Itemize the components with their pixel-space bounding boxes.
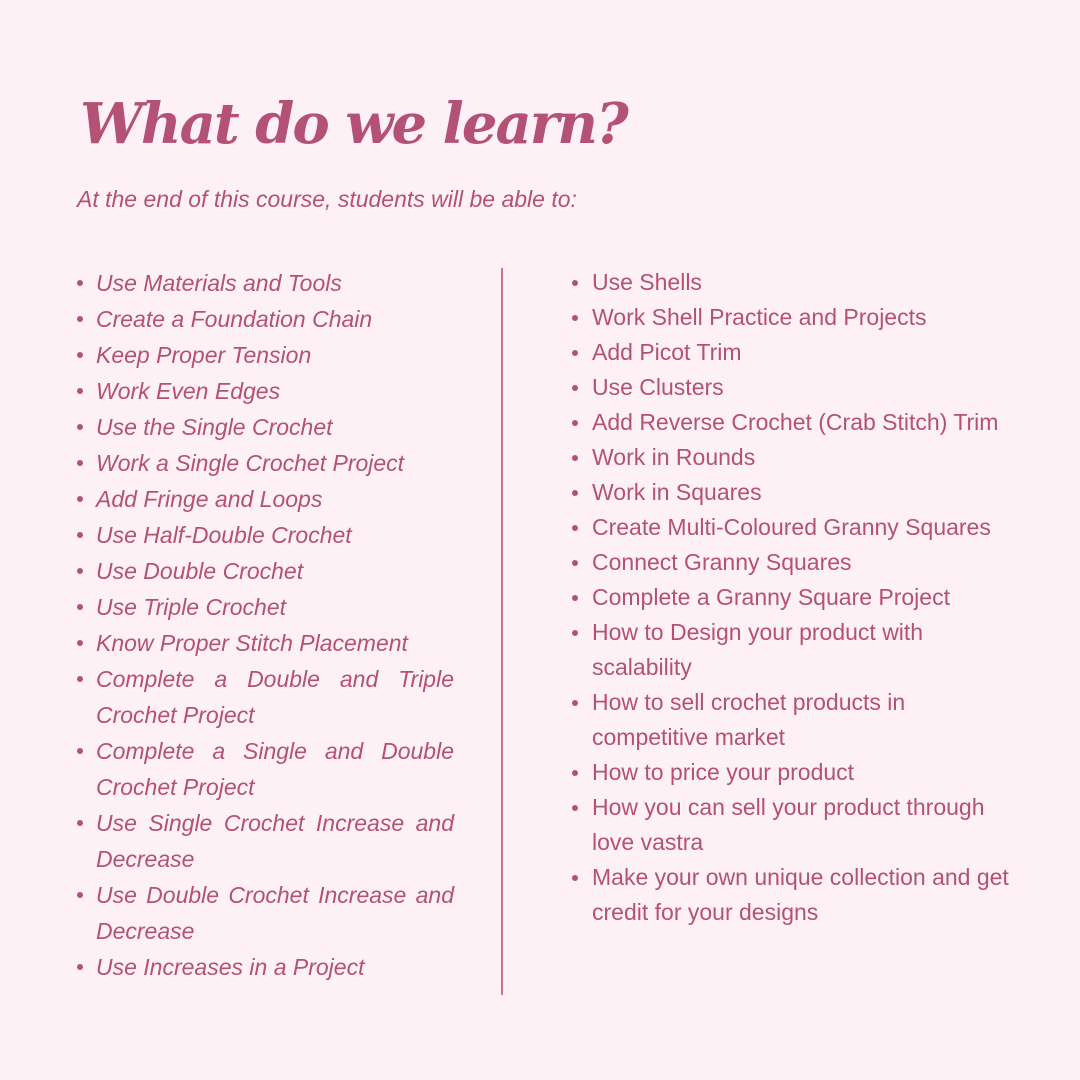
list-item: Add Reverse Crochet (Crab Stitch) Trim (592, 405, 1022, 440)
list-item: Connect Granny Squares (592, 545, 1022, 580)
learning-list-left (96, 265, 454, 985)
list-item: Use Increases in a Project (96, 949, 454, 985)
page-subtitle: At the end of this course, students will be able to: (77, 186, 577, 212)
list-item: Use Single Crochet Increase and Decrease (96, 805, 454, 877)
list-item: How to Design your product with scalability (592, 615, 1022, 685)
list-item: Complete a Double and Triple Crochet Project (96, 661, 454, 733)
list-item: Work a Single Crochet Project (96, 445, 454, 481)
list-item: How to sell crochet products in competitive market (592, 685, 1022, 755)
list-item: Keep Proper Tension (96, 337, 454, 373)
list-item: Know Proper Stitch Placement (96, 625, 454, 661)
list-item: Make your own unique collection and get credit for your designs (592, 860, 1022, 930)
list-item: Work in Rounds (592, 440, 1022, 475)
list-item: Create a Foundation Chain (96, 301, 454, 337)
list-item: Use Triple Crochet (96, 589, 454, 625)
list-item: Use Clusters (592, 370, 1022, 405)
list-item: Add Fringe and Loops (96, 481, 454, 517)
list-item: Use Double Crochet (96, 553, 454, 589)
list-item: Use Shells (592, 265, 1022, 300)
page-title: What do we learn? (80, 91, 627, 157)
list-item: Use Half-Double Crochet (96, 517, 454, 553)
list-item: Use Materials and Tools (96, 265, 454, 301)
list-item: Complete a Granny Square Project (592, 580, 1022, 615)
list-item: Work Even Edges (96, 373, 454, 409)
column-divider (501, 268, 503, 995)
list-item: Complete a Single and Double Crochet Project (96, 733, 454, 805)
learning-list-right (592, 265, 1022, 930)
list-item: Work in Squares (592, 475, 1022, 510)
list-item: How to price your product (592, 755, 1022, 790)
list-item: Work Shell Practice and Projects (592, 300, 1022, 335)
list-item: Use Double Crochet Increase and Decrease (96, 877, 454, 949)
list-item: Create Multi-Coloured Granny Squares (592, 510, 1022, 545)
list-item: Use the Single Crochet (96, 409, 454, 445)
list-item: Add Picot Trim (592, 335, 1022, 370)
list-item: How you can sell your product through love vastra (592, 790, 1022, 860)
